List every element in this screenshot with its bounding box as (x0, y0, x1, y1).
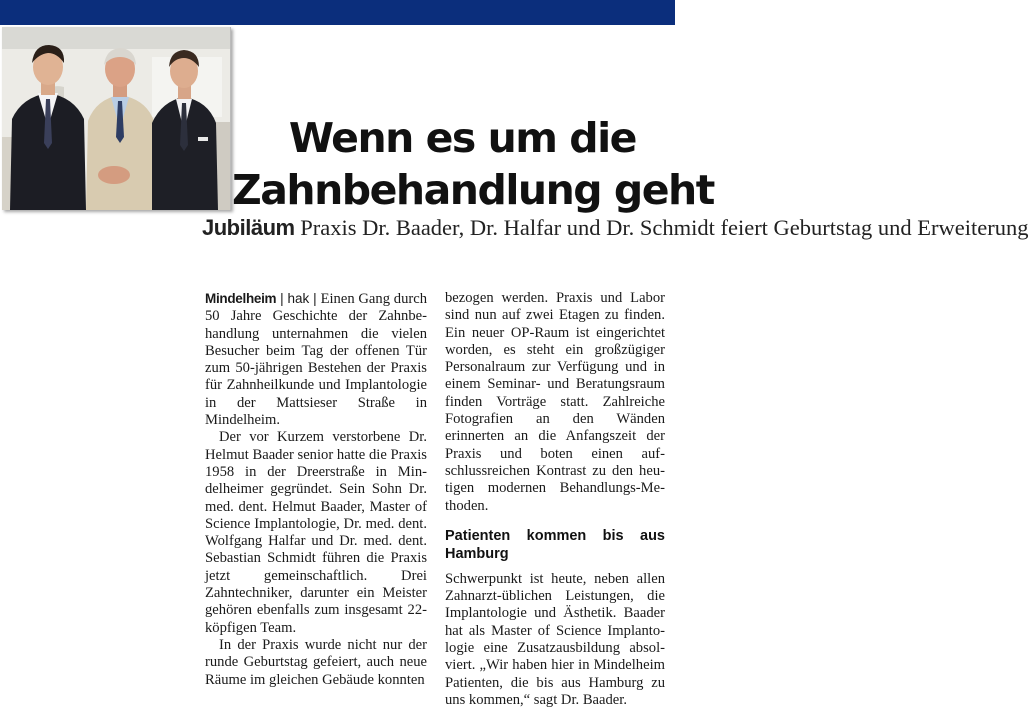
paragraph-4: Schwerpunkt ist heute, neben allen Zahnarzt-üblichen Leistungen, die Implantologie und Ästhetik. Baader hat als Master of Science Implantologie eine Zusatzausbildung absolviert. „Wir haben hier in Mindelheim Patienten, die bis aus Hamburg zu uns kommen,“ sagt Dr. Baader. (445, 570, 665, 708)
kicker: Jubiläum (202, 215, 295, 240)
subheading: Patienten kommen bis aus Hamburg (445, 527, 665, 562)
article-column-1 (205, 290, 427, 689)
paragraph-3-continued: bezogen werden. Praxis und Labor sind nun auf zwei Etagen zu finden. Ein neuer OP-Raum ist eingerichtet worden, es steht ein großzügiger Personalraum zur Verfügung und in einem Seminar- und Beratungsraum finden Vorträge statt. Zahlreiche Fotografien an den Wänden erinnerten an die Anfangszeit der Praxis und boten einen aufschlussreichen Kontrast zu den heutigen modernen Behandlungs-Methoden. (445, 290, 665, 514)
paragraph-2: Der vor Kurzem verstorbene Dr. Helmut Baader senior hatte die Praxis 1958 in der Dreerstraße in Mindelheimer gegründet. Sein Sohn Dr. med. dent. Helmut Baader, Master of Science Implantologie, Dr. med. dent. Wolfgang Halfar und Dr. med. dent. Sebastian Schmidt führen die Praxis jetzt gemeinschaftlich. Drei Zahntechniker, darunter ein Meister gehören ebenfalls zum insgesamt 22-köpfigen Team. (205, 429, 427, 636)
paragraph-1 (205, 290, 427, 429)
paragraph-3: In der Praxis wurde nicht nur der runde Geburtstag gefeiert, auch neue Räume im gleichen Gebäude konnten (205, 636, 427, 688)
dateline-separator: | (276, 291, 288, 306)
deck (202, 214, 1029, 241)
dateline-place: Mindelheim (205, 291, 277, 306)
article-photo (2, 27, 231, 210)
headline-line-1: Wenn es um die (288, 114, 636, 162)
headline-line-2: Zahnbehandlung geht (232, 166, 714, 214)
top-bar (0, 0, 675, 25)
dateline-separator: | (309, 291, 321, 306)
article-column-2 (445, 290, 665, 709)
paragraph-1-text: Einen Gang durch 50 Jahre Geschichte der Zahnbehandlung unternahmen die vielen Besucher beim Tag der offenen Tür zum 50-jährigen Bestehen der Praxis für Zahnheilkunde und Implantologie in der Mattsieser Straße in Mindelheim. (205, 291, 427, 429)
dateline-author: hak (287, 291, 310, 306)
headline (232, 112, 714, 216)
deck-text: Praxis Dr. Baader, Dr. Halfar und Dr. Schmidt feiert Geburtstag und Erweiterung (300, 215, 1029, 240)
